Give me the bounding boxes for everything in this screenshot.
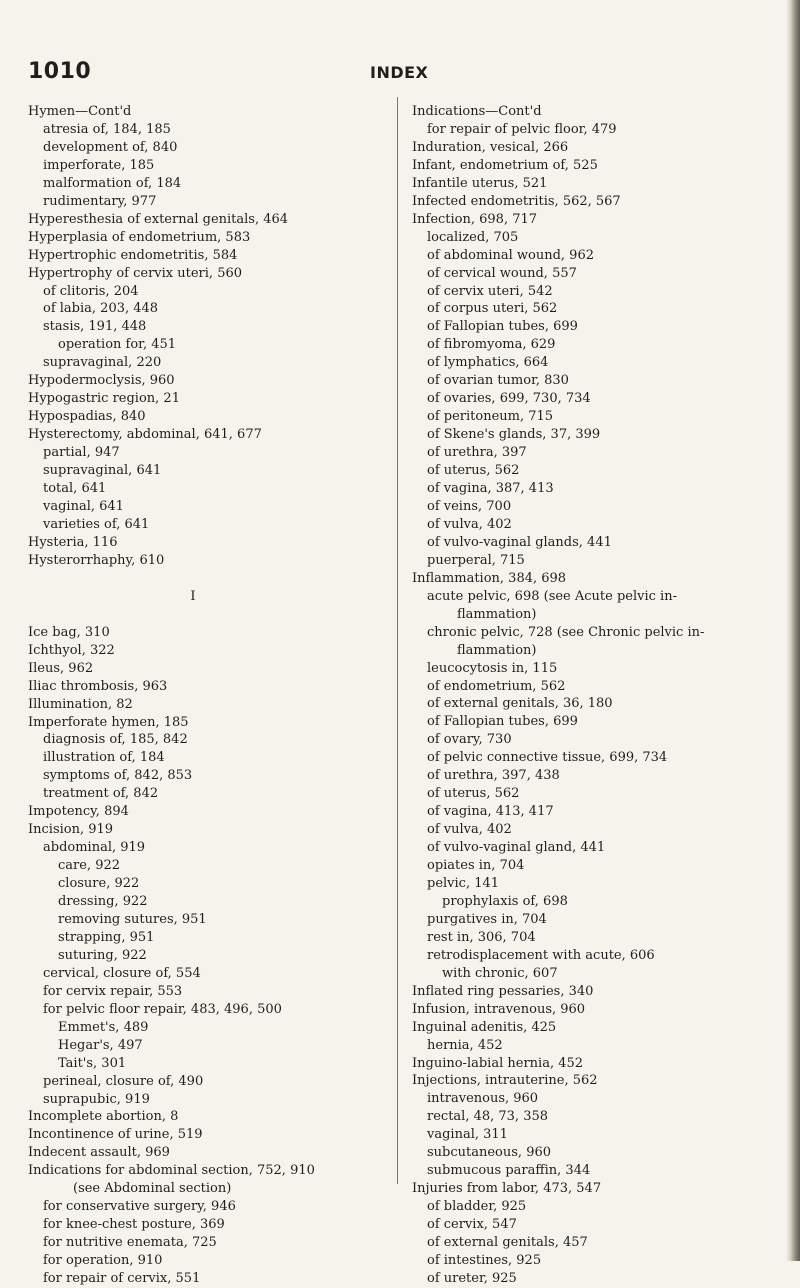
index-entry: Ileus, 962: [28, 660, 94, 676]
index-subentry: perineal, closure of, 490: [43, 1073, 204, 1089]
index-subentry: of lymphatics, 664: [427, 355, 549, 371]
index-entry: Injections, intrauterine, 562: [412, 1073, 598, 1089]
column-divider: [397, 97, 398, 1184]
index-subentry: suturing, 922: [58, 947, 147, 963]
page-edge-shadow: [786, 0, 800, 1261]
index-entry: Ichthyol, 322: [28, 642, 115, 658]
index-subentry: supravaginal, 641: [43, 463, 162, 479]
index-subentry: supravaginal, 220: [43, 355, 162, 371]
index-column-right: [412, 103, 784, 1288]
index-subentry: rudimentary, 977: [43, 193, 157, 209]
index-subentry: intravenous, 960: [427, 1091, 539, 1107]
index-subentry: partial, 947: [43, 445, 120, 461]
index-entry: Hypogastric region, 21: [28, 391, 180, 407]
index-subentry: Emmet's, 489: [58, 1019, 149, 1035]
index-subentry: purgatives in, 704: [427, 911, 547, 927]
index-subentry: of fibromyoma, 629: [427, 337, 556, 353]
index-subentry: for repair of pelvic floor, 479: [427, 121, 617, 137]
index-subentry: of cervix uteri, 542: [427, 283, 553, 299]
index-subentry: vaginal, 641: [43, 498, 124, 514]
index-subentry: of endometrium, 562: [427, 678, 566, 694]
index-subentry: development of, 840: [43, 139, 178, 155]
index-subentry: of vagina, 413, 417: [427, 804, 554, 820]
index-subentry: of external genitals, 457: [427, 1235, 588, 1251]
index-subentry: rectal, 48, 73, 358: [427, 1109, 549, 1125]
index-subentry: closure, 922: [58, 876, 140, 892]
index-entry: Incontinence of urine, 519: [28, 1127, 203, 1143]
index-subentry: of ovarian tumor, 830: [427, 373, 569, 389]
index-subentry: of ureter, 925: [427, 1270, 517, 1286]
index-entry: Imperforate hymen, 185: [28, 714, 189, 730]
index-subentry: total, 641: [43, 481, 107, 497]
index-subentry: operation for, 451: [58, 337, 177, 353]
index-subentry: of intestines, 925: [427, 1253, 542, 1268]
index-subentry: removing sutures, 951: [58, 911, 207, 927]
index-entry: Infant, endometrium of, 525: [412, 157, 598, 173]
index-subentry: Tait's, 301: [58, 1055, 127, 1071]
index-subentry: strapping, 951: [58, 929, 155, 945]
index-subentry: of pelvic connective tissue, 699, 734: [427, 750, 668, 766]
index-subentry: of urethra, 397: [427, 445, 527, 461]
index-entry: Hysterorrhaphy, 610: [28, 552, 165, 568]
index-subentry: for operation, 910: [43, 1253, 163, 1269]
index-subentry: malformation of, 184: [43, 175, 182, 191]
index-subentry: of Skene's glands, 37, 399: [427, 427, 601, 443]
index-subentry: of vulva, 402: [427, 516, 512, 532]
index-subentry: of ovaries, 699, 730, 734: [427, 391, 591, 407]
index-subentry: of external genitals, 36, 180: [427, 696, 613, 712]
index-subentry: symptoms of, 842, 853: [43, 768, 193, 784]
index-subentry: flammation): [457, 642, 537, 658]
index-subentry: subcutaneous, 960: [427, 1145, 552, 1161]
index-entry: Hypodermoclysis, 960: [28, 373, 175, 389]
index-subentry: of vagina, 387, 413: [427, 481, 554, 497]
index-subentry: of cervix, 547: [427, 1217, 517, 1233]
index-subentry: dressing, 922: [58, 894, 148, 910]
index-column-left: [28, 103, 378, 1288]
index-entry: Inguinal adenitis, 425: [412, 1019, 557, 1035]
index-entry: Illumination, 82: [28, 696, 133, 712]
index-entry: Iliac thrombosis, 963: [28, 678, 168, 694]
index-entry: Hyperesthesia of external genitals, 464: [28, 211, 289, 227]
index-entry: Incomplete abortion, 8: [28, 1109, 179, 1125]
index-entry: Inflated ring pessaries, 340: [412, 983, 594, 999]
index-subentry: of ovary, 730: [427, 732, 512, 748]
index-entry: Infection, 698, 717: [412, 211, 538, 227]
index-subentry: of vulvo-vaginal gland, 441: [427, 840, 606, 856]
index-subentry: illustration of, 184: [43, 750, 165, 766]
index-subentry: localized, 705: [427, 229, 519, 245]
index-subentry: of bladder, 925: [427, 1199, 527, 1215]
running-head: INDEX: [370, 63, 429, 82]
index-subentry: for nutritive enemata, 725: [43, 1235, 217, 1251]
index-subentry: with chronic, 607: [442, 965, 558, 981]
index-subentry: varieties of, 641: [43, 516, 150, 532]
index-subentry: of corpus uteri, 562: [427, 301, 558, 317]
index-subentry: imperforate, 185: [43, 157, 155, 173]
index-entry: Hymen—Cont'd: [28, 104, 132, 119]
index-entry: Hypertrophic endometritis, 584: [28, 247, 238, 263]
index-subentry: of peritoneum, 715: [427, 409, 554, 425]
index-entry: Inguino-labial hernia, 452: [412, 1055, 584, 1071]
index-subentry: of uterus, 562: [427, 463, 520, 479]
index-subentry: hernia, 452: [427, 1037, 503, 1053]
index-subentry: of vulva, 402: [427, 822, 512, 838]
index-subentry: of uterus, 562: [427, 786, 520, 802]
index-entry: Injuries from labor, 473, 547: [412, 1181, 602, 1197]
index-entry: Infected endometritis, 562, 567: [412, 193, 621, 209]
index-subentry: vaginal, 311: [427, 1127, 508, 1143]
index-entry: Incision, 919: [28, 822, 114, 838]
index-subentry: treatment of, 842: [43, 786, 159, 802]
index-subentry: pelvic, 141: [427, 875, 500, 891]
index-letter-heading: I: [190, 588, 196, 604]
index-subentry: for knee-chest posture, 369: [43, 1217, 225, 1233]
index-subentry: submucous paraffin, 344: [427, 1163, 591, 1179]
index-subentry: rest in, 306, 704: [427, 929, 536, 945]
index-subentry: (see Abdominal section): [73, 1181, 232, 1197]
index-subentry: of labia, 203, 448: [43, 301, 159, 317]
index-subentry: for cervix repair, 553: [43, 983, 183, 999]
index-entry: Indecent assault, 969: [28, 1145, 170, 1161]
index-entry: Infantile uterus, 521: [412, 175, 548, 191]
index-subentry: abdominal, 919: [43, 840, 146, 856]
index-subentry: Hegar's, 497: [58, 1037, 143, 1053]
index-entry: Indications for abdominal section, 752, 910: [28, 1163, 315, 1179]
index-subentry: atresia of, 184, 185: [43, 121, 171, 137]
index-subentry: of Fallopian tubes, 699: [427, 319, 578, 335]
index-entry: Indications—Cont'd: [412, 104, 542, 119]
index-entry: Induration, vesical, 266: [412, 139, 569, 155]
index-entry: Infusion, intravenous, 960: [412, 1001, 586, 1017]
index-subentry: acute pelvic, 698 (see Acute pelvic in-: [427, 588, 677, 604]
index-subentry: flammation): [457, 606, 537, 622]
index-entry: Hypospadias, 840: [28, 409, 146, 425]
index-entry: Impotency, 894: [28, 804, 129, 820]
index-subentry: for pelvic floor repair, 483, 496, 500: [43, 1001, 282, 1017]
index-subentry: opiates in, 704: [427, 858, 525, 874]
index-subentry: for conservative surgery, 946: [43, 1199, 236, 1215]
index-subentry: for repair of cervix, 551: [43, 1271, 201, 1287]
index-entry: Hysterectomy, abdominal, 641, 677: [28, 427, 262, 443]
index-entry: Hysteria, 116: [28, 534, 118, 550]
index-subentry: care, 922: [58, 858, 121, 874]
index-entry: Inflammation, 384, 698: [412, 570, 567, 586]
index-subentry: stasis, 191, 448: [43, 319, 147, 335]
index-subentry: of cervical wound, 557: [427, 265, 577, 281]
index-entry: Ice bag, 310: [28, 624, 110, 640]
index-subentry: diagnosis of, 185, 842: [43, 732, 188, 748]
page-number: 1010: [28, 59, 92, 84]
index-subentry: suprapubic, 919: [43, 1091, 150, 1107]
index-subentry: of clitoris, 204: [43, 283, 139, 299]
index-subentry: chronic pelvic, 728 (see Chronic pelvic in-: [427, 624, 705, 640]
index-entry: Hyperplasia of endometrium, 583: [28, 229, 251, 245]
index-subentry: prophylaxis of, 698: [442, 893, 568, 909]
index-subentry: leucocytosis in, 115: [427, 660, 558, 676]
index-subentry: of abdominal wound, 962: [427, 247, 594, 263]
index-subentry: puerperal, 715: [427, 552, 525, 568]
index-subentry: of vulvo-vaginal glands, 441: [427, 534, 612, 550]
index-subentry: of urethra, 397, 438: [427, 768, 560, 784]
index-entry: Hypertrophy of cervix uteri, 560: [28, 265, 243, 281]
index-subentry: cervical, closure of, 554: [43, 965, 201, 981]
index-subentry: of Fallopian tubes, 699: [427, 714, 578, 730]
index-subentry: retrodisplacement with acute, 606: [427, 947, 655, 963]
index-subentry: of veins, 700: [427, 498, 512, 514]
